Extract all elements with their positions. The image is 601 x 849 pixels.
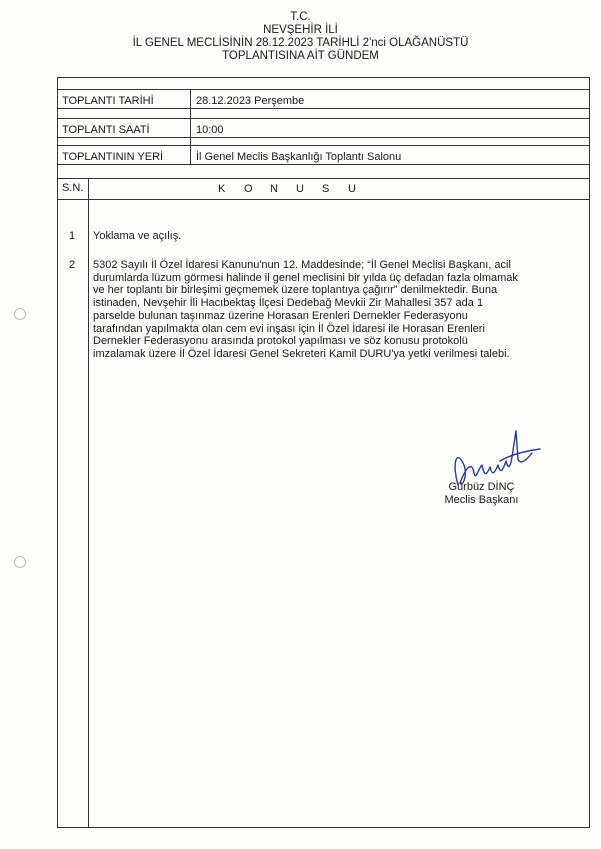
item-number: 1 xyxy=(69,230,76,242)
subject-column-header xyxy=(218,183,374,195)
item-text xyxy=(93,259,583,361)
item-line: imzalamak üzere İl Özel İdaresi Genel Sekreteri Kamil DURU'ya yetki verilmesi talebi. xyxy=(93,347,510,360)
subject-letter: O xyxy=(244,183,253,195)
subject-letter: U xyxy=(348,183,356,195)
rule xyxy=(57,108,590,109)
meeting-place-label: TOPLANTININ YERİ xyxy=(62,151,164,163)
meeting-place-value: İl Genel Meclis Başkanlığı Toplantı Salonu xyxy=(196,151,402,163)
rule xyxy=(57,199,590,200)
item-line: 5302 Sayılı İl Özel İdaresi Kanunu'nun 12. Maddesinde; “İl Genel Meclisi Başkanı, acil xyxy=(93,259,511,271)
rule xyxy=(57,145,590,146)
header-council-title: İL GENEL MECLİSİNİN 28.12.2023 TARİHLİ 2'nci OLAĞANÜSTÜ xyxy=(132,37,469,49)
header-agenda-title: TOPLANTISINA AİT GÜNDEM xyxy=(222,50,379,62)
sn-column-divider xyxy=(88,178,89,828)
item-text xyxy=(93,230,583,243)
subject-letter: U xyxy=(296,183,304,195)
subject-letter: S xyxy=(322,183,330,195)
label-column-divider xyxy=(190,89,191,164)
sn-column-header: S.N. xyxy=(62,182,84,194)
item-line: durumlarda lüzum görmesi halinde il genel meclisini bir yılda üç defadan fazla olmamak xyxy=(93,271,518,284)
meeting-time-value: 10:00 xyxy=(196,124,224,136)
item-line: parselde bulunan taşınmaz üzerine Horasan Erenleri Dernekler Federasyonu xyxy=(93,309,468,322)
rule xyxy=(57,89,590,90)
signatory-block xyxy=(434,481,529,507)
item-line: istinaden, Nevşehir İli Hacıbektaş İlçesi Dedebağ Mevkii Zir Mahallesi 357 ada 1 xyxy=(93,297,484,310)
subject-letter: N xyxy=(270,183,278,195)
item-line: tarafından yapılmakta olan cem evi inşası için İl Özel İdaresi ile Horasan Erenleri xyxy=(93,322,485,335)
signatory-title: Meclis Başkanı xyxy=(444,494,519,506)
item-line: Dernekler Federasyonu arasında protokol yapılması ve söz konusu protokolü xyxy=(93,335,468,348)
rule xyxy=(57,137,590,138)
meeting-date-value: 28.12.2023 Perşembe xyxy=(196,95,305,107)
rule xyxy=(57,118,590,119)
signatory-name: Gürbüz DİNÇ xyxy=(448,481,515,493)
punch-hole xyxy=(14,556,26,568)
header-tc: T.C. xyxy=(290,11,311,23)
meeting-date-label: TOPLANTI TARİHİ xyxy=(62,95,154,107)
item-line: ve her toplantı bir birleşimi geçmemek üzere toplantıya çağırır” denilmektedir. Buna xyxy=(93,284,498,297)
item-number: 2 xyxy=(69,259,76,271)
rule xyxy=(57,178,590,179)
punch-hole xyxy=(14,308,26,320)
meeting-time-label: TOPLANTI SAATİ xyxy=(62,124,150,136)
header-province: NEVŞEHİR İLİ xyxy=(263,24,338,36)
subject-letter: K xyxy=(218,183,226,195)
item-line: Yoklama ve açılış. xyxy=(93,230,182,242)
rule xyxy=(57,164,590,165)
